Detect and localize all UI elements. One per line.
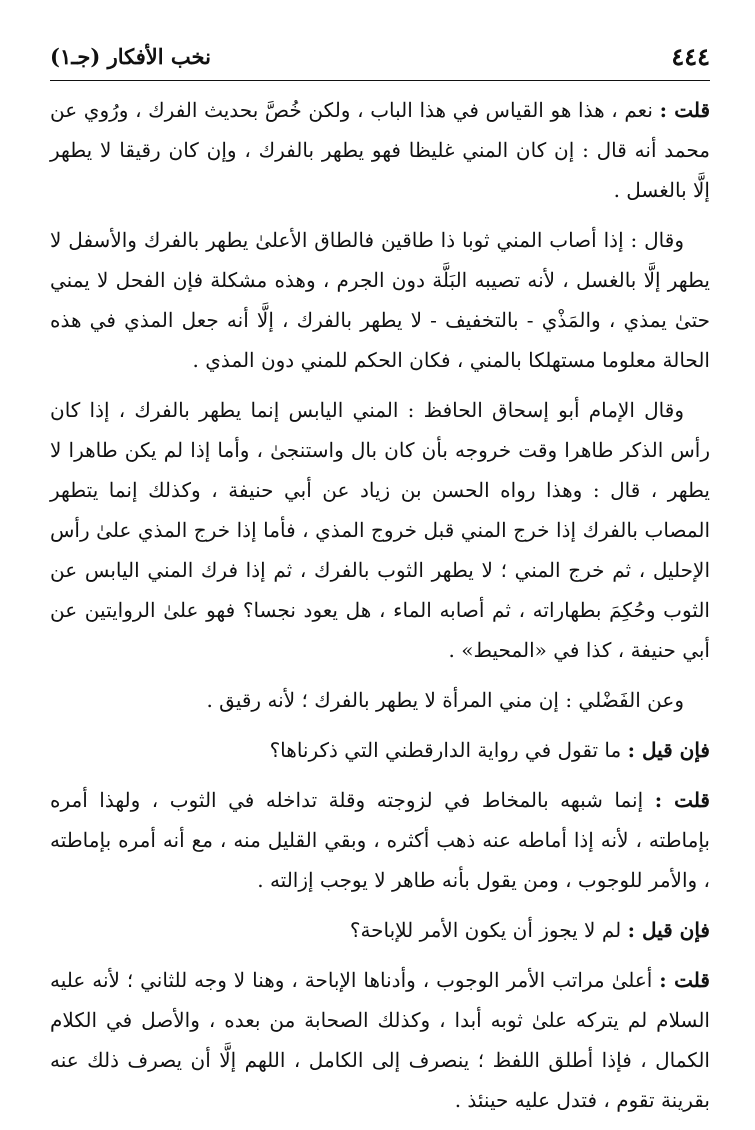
paragraph-text: وعن الفَضْلي : إن مني المرأة لا يطهر بالفرك ؛ لأنه رقيق .: [206, 688, 684, 712]
paragraph-text: لم لا يجوز أن يكون الأمر للإباحة؟: [349, 918, 622, 942]
paragraph-text: إنما شبهه بالمخاط في لزوجته وقلة تداخله في الثوب ، ولهذا أمره بإماطته ، لأنه إذا أماطه عنه ذهب أكثره ، وبقي القليل منه ، مع أنه أمره بإماطته ، والأمر للوجوب ، ومن يقول بأنه طاهر لا يوجب إزالته .: [50, 788, 710, 892]
paragraph: [50, 680, 710, 720]
paragraph-text: أعلىٰ مراتب الأمر الوجوب ، وأدناها الإباحة ، وهنا لا وجه للثاني ؛ لأنه عليه السلام لم يتركه علىٰ ثوبه أبدا ، وكذلك الصحابة من بعده ، والأصل في الكلام الكمال ، فإذا أطلق اللفظ ؛ ينصرف إلى الكامل ، اللهم إلَّا أن يصرف ذلك عنه بقرينة تقوم ، فتدل عليه حينئذ .: [50, 968, 710, 1112]
paragraph-lead: فإن قيل :: [627, 738, 710, 762]
paragraph-lead: قلت :: [654, 788, 710, 812]
paragraph-lead: قلت :: [659, 98, 711, 122]
paragraph: [50, 910, 710, 950]
page-number: ٤٤٤: [671, 42, 710, 71]
page-body: [50, 90, 710, 1130]
paragraph-lead: فإن قيل :: [627, 918, 710, 942]
paragraph-text: ما تقول في رواية الدارقطني التي ذكرناها؟: [269, 738, 622, 762]
paragraph: [50, 960, 710, 1120]
paragraph-text: وقال : إذا أصاب المني ثوبا ذا طاقين فالطاق الأعلىٰ يطهر بالفرك والأسفل لا يطهر إلَّا بالغسل ، لأنه تصيبه البَلَّة دون الجرم ، وهذه مشكلة فإن الفحل لا يمني حتىٰ يمذي ، والمَذْي - بالتخفيف - لا يطهر بالفرك ، إلَّا أنه جعل المذي في هذه الحالة معلوما مستهلكا بالمني ، فكان الحكم للمني دون المذي .: [50, 228, 710, 372]
paragraph-lead: قلت :: [659, 968, 710, 992]
paragraph-text: نعم ، هذا هو القياس في هذا الباب ، ولكن خُصَّ بحديث الفرك ، ورُوي عن محمد أنه قال : إن كان المني غليظا فهو يطهر بالفرك ، وإن كان رقيقا لا يطهر إلَّا بالغسل .: [50, 98, 710, 202]
paragraph: [50, 390, 710, 670]
running-header: [50, 36, 710, 81]
running-title: نخب الأفكار (جـ١): [50, 44, 211, 69]
paragraph: [50, 220, 710, 380]
paragraph: [50, 730, 710, 770]
paragraph: [50, 780, 710, 900]
paragraph: [50, 90, 710, 210]
paragraph-text: وقال الإمام أبو إسحاق الحافظ : المني اليابس إنما يطهر بالفرك ، إذا كان رأس الذكر طاهرا وقت خروجه بأن كان بال واستنجىٰ ، وأما إذا لم يكن طاهرا لا يطهر ، قال : وهذا رواه الحسن بن زياد عن أبي حنيفة ، وكذلك إنما يتطهر المصاب بالفرك إذا خرج المني قبل خروج المذي ، فأما إذا خرج المذي علىٰ رأس الإحليل ، ثم خرج المني ؛ لا يطهر الثوب بالفرك ، ثم إذا فرك المني اليابس عن الثوب وحُكِمَ بطهاراته ، ثم أصابه الماء ، هل يعود نجسا؟ فهو علىٰ الروايتين عن أبي حنيفة ، كذا في «المحيط» .: [50, 398, 711, 662]
